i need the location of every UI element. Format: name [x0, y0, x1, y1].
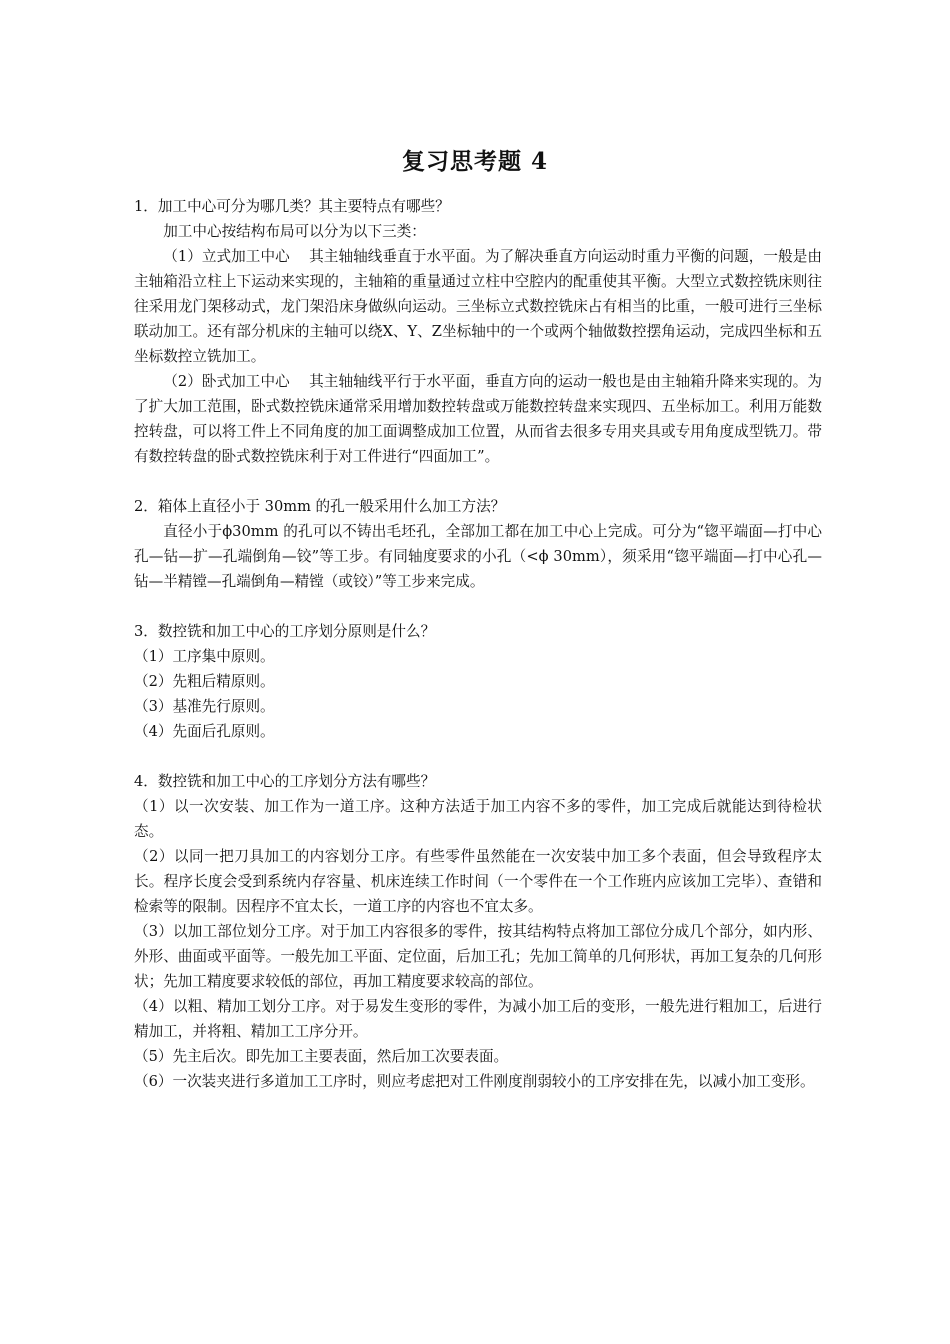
- question-3: 3．数控铣和加工中心的工序划分原则是什么？: [134, 623, 436, 640]
- document-body: [134, 194, 822, 1094]
- q1-answer-horizontal: （2）卧式加工中心 其主轴轴线平行于水平面，垂直方向的运动一般也是由主轴箱升降来实现的。为了扩大加工范围，卧式数控铣床通常采用增加数控转盘或万能数控转盘来实现四、五坐标加工。利用万能数控转盘，可以将工件上不同角度的加工面调整成加工位置，从而省去很多专用夹具或专用角度成型铣刀。带有数控转盘的卧式数控铣床利于对工件进行“四面加工”。: [134, 373, 822, 465]
- question-2: 2．箱体上直径小于 30mm 的孔一般采用什么加工方法？: [134, 498, 506, 515]
- q2-answer: 直径小于ϕ30mm 的孔可以不铸出毛坯孔，全部加工都在加工中心上完成。可分为“锪平端面—打中心孔—钻—扩—孔端倒角—铰”等工步。有同轴度要求的小孔（<ϕ 30mm），须采用“锪平端面—打中心孔—钻—半精镗—孔端倒角—精镗（或铰）”等工步来完成。: [134, 523, 822, 590]
- q1-answer-vertical: （1）立式加工中心 其主轴轴线垂直于水平面。为了解决垂直方向运动时重力平衡的问题，一般是由主轴箱沿立柱上下运动来实现的，主轴箱的重量通过立柱中空腔内的配重使其平衡。大型立式数控铣床则往往采用龙门架移动式，龙门架沿床身做纵向运动。三坐标立式数控铣床占有相当的比重，一般可进行三坐标联动加工。还有部分机床的主轴可以绕X、Y、Z坐标轴中的一个或两个轴做数控摆角运动，完成四坐标和五坐标数控立铣加工。: [134, 248, 822, 365]
- spacer: [134, 594, 822, 619]
- q4-item: （1）以一次安装、加工作为一道工序。这种方法适于加工内容不多的零件，加工完成后就能达到待检状态。: [134, 798, 822, 840]
- q4-item: （3）以加工部位划分工序。对于加工内容很多的零件，按其结构特点将加工部位分成几个部分，如内形、外形、曲面或平面等。一般先加工平面、定位面，后加工孔；先加工简单的几何形状，再加工复杂的几何形状；先加工精度要求较低的部位，再加工精度要求较高的部位。: [134, 923, 822, 990]
- q3-item: （2）先粗后精原则。: [134, 673, 275, 690]
- question-1: 1．加工中心可分为哪几类？其主要特点有哪些？: [134, 198, 450, 215]
- q1-intro: 加工中心按结构布局可以分为以下三类：: [163, 223, 426, 240]
- question-4: 4．数控铣和加工中心的工序划分方法有哪些？: [134, 773, 436, 790]
- q3-item: （1）工序集中原则。: [134, 648, 275, 665]
- spacer: [134, 744, 822, 769]
- q4-item: （2）以同一把刀具加工的内容划分工序。有些零件虽然能在一次安装中加工多个表面，但会导致程序太长。程序长度会受到系统内存容量、机床连续工作时间（一个零件在一个工作班内应该加工完毕）、查错和检索等的限制。因程序不宜太长，一道工序的内容也不宜太多。: [134, 848, 822, 915]
- q4-item: （6）一次装夹进行多道加工工序时，则应考虑把对工件刚度削弱较小的工序安排在先，以减小加工变形。: [134, 1073, 815, 1090]
- q4-item: （4）以粗、精加工划分工序。对于易发生变形的零件，为减小加工后的变形，一般先进行粗加工，后进行精加工，并将粗、精加工工序分开。: [134, 998, 822, 1040]
- spacer: [134, 469, 822, 494]
- q3-item: （3）基准先行原则。: [134, 698, 275, 715]
- q3-item: （4）先面后孔原则。: [134, 723, 275, 740]
- page-title: 复习思考题 4: [401, 148, 548, 175]
- q4-item: （5）先主后次。即先加工主要表面，然后加工次要表面。: [134, 1048, 509, 1065]
